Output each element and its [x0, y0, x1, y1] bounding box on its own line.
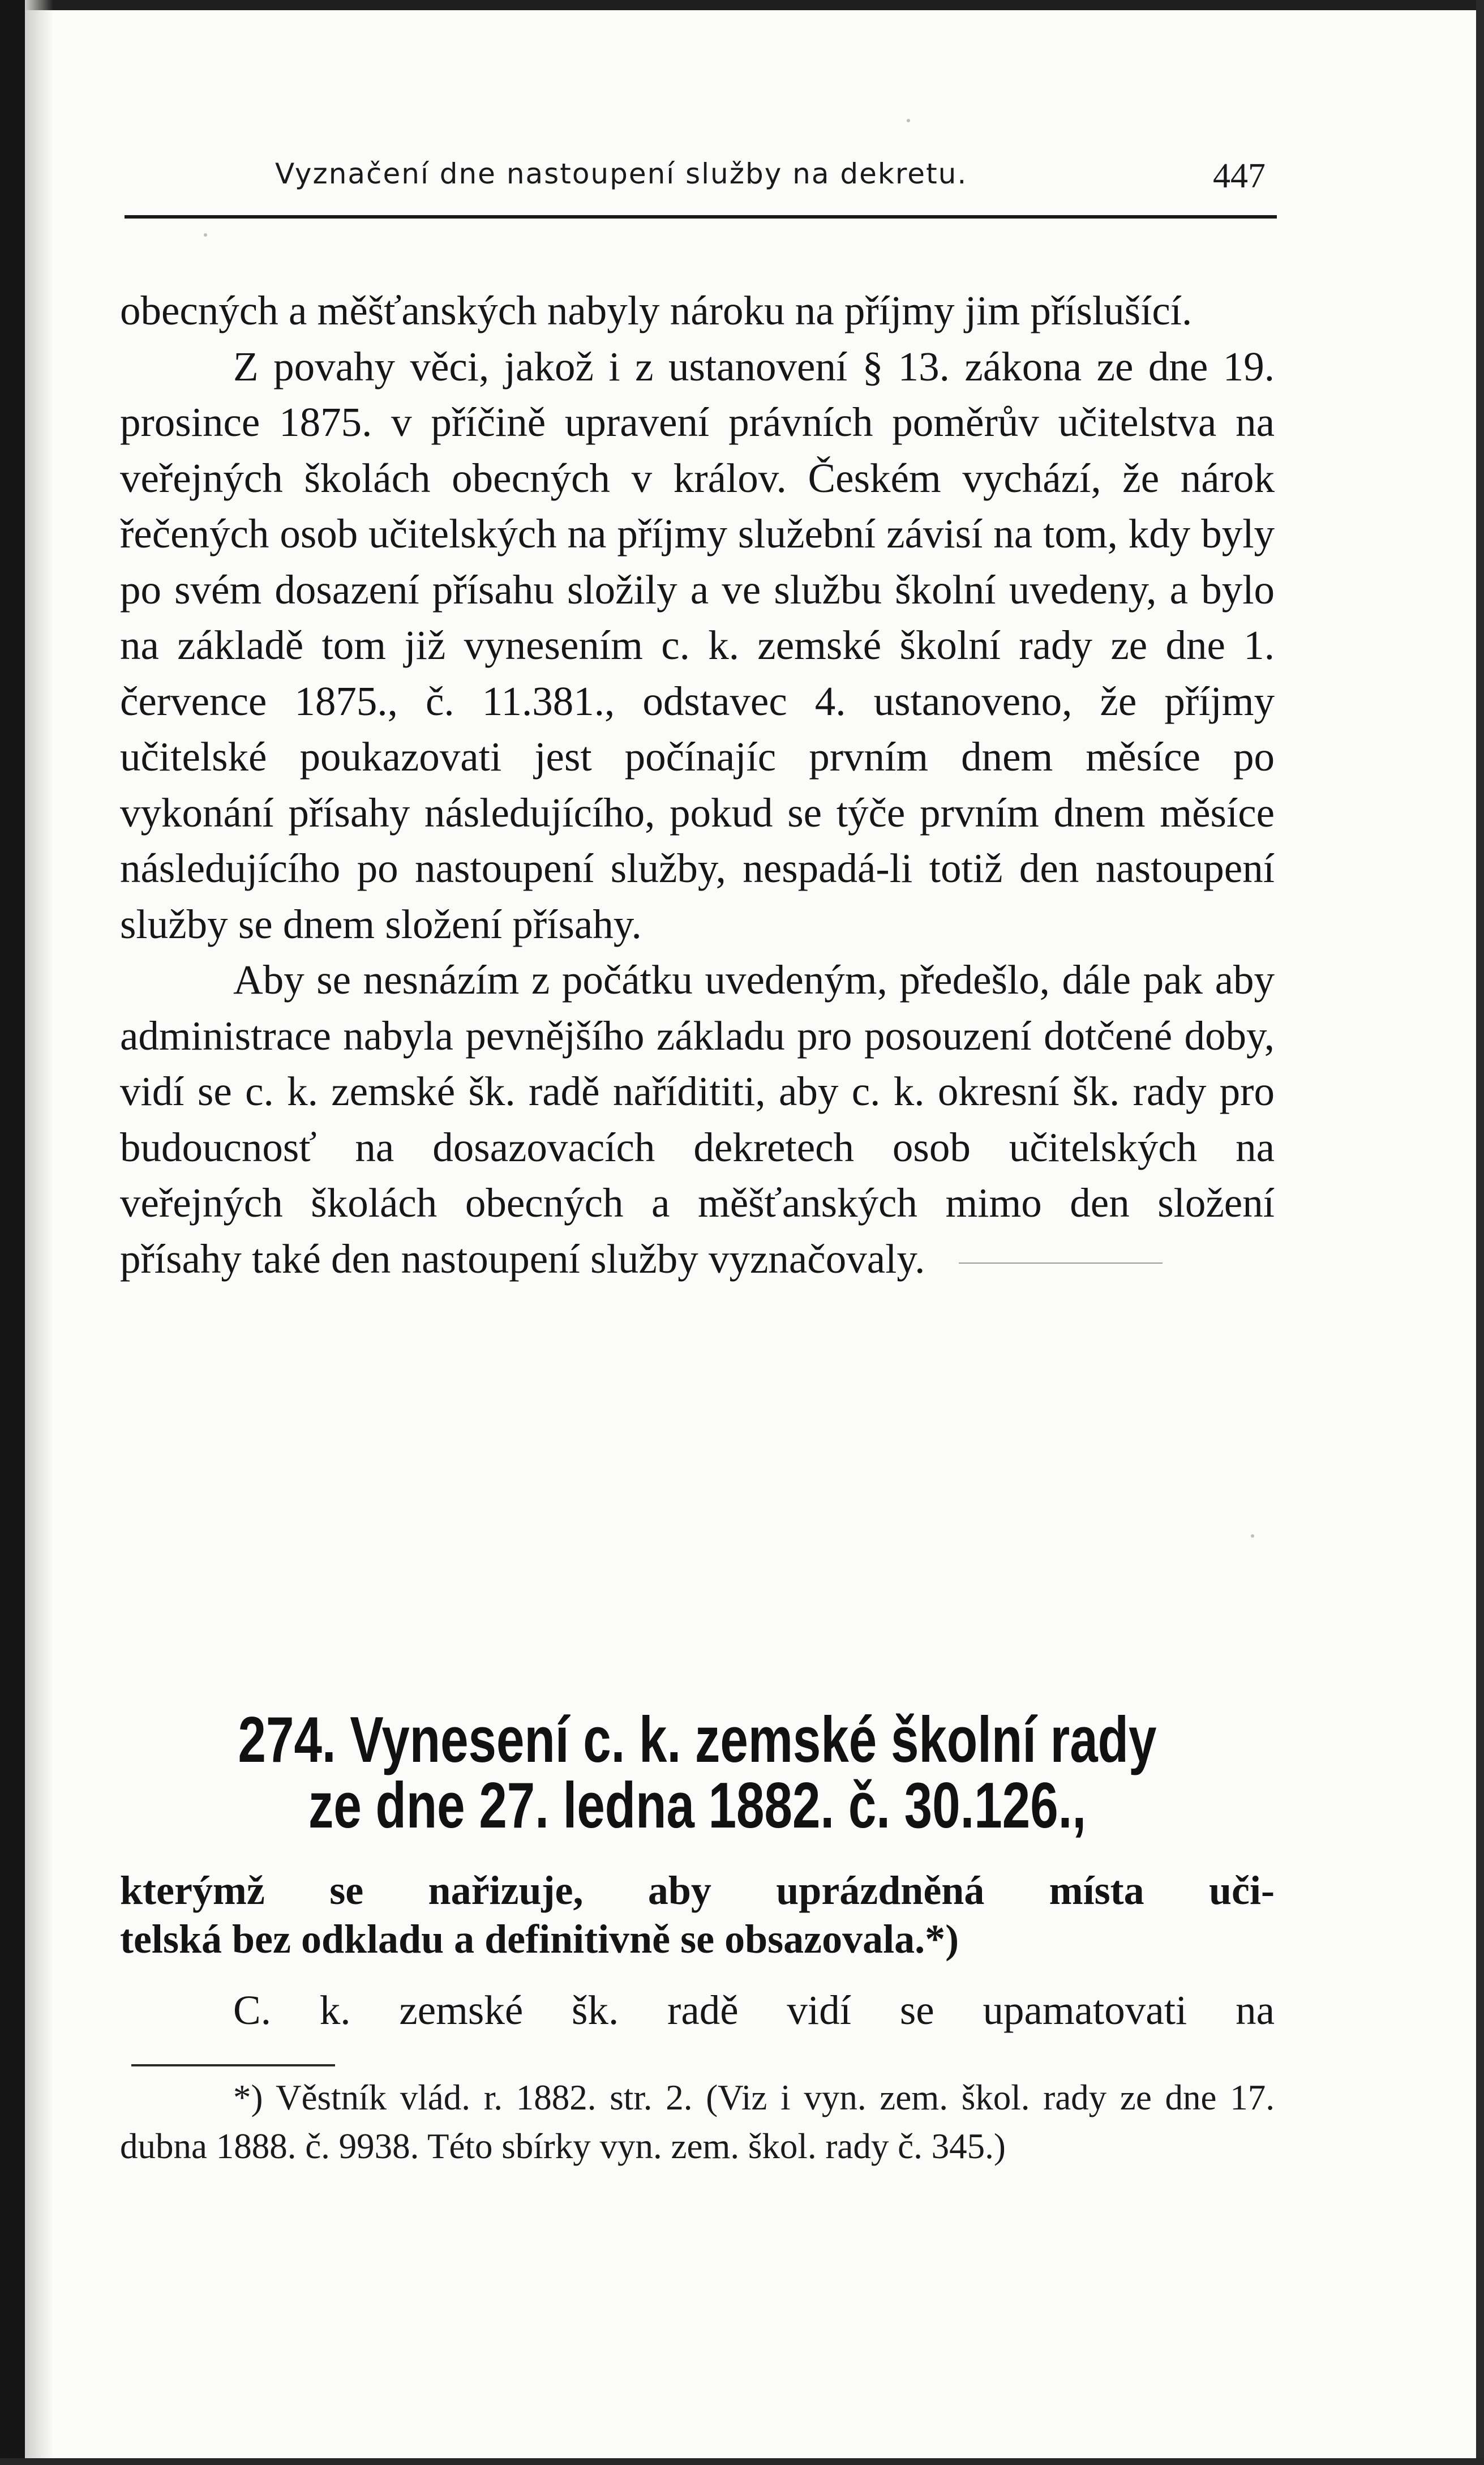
body-paragraph-3-text: Aby se nesnázím z počátku uvedeným, předešlo, dále pak aby administrace nabyla pevnějšího základu pro posouzení dotčené doby, vidí se c. k. zemské šk. radě nařídititi, aby c. k. okresní šk. rady pro budoucnosť na dosazovacích dekretech osob učitelských na veřejných školách obecných a měšťanských mimo den složení přísahy také den nastoupení služby vyznačovaly. [120, 957, 1275, 1282]
body-paragraph-1: obecných a měšťanských nabyly nároku na příjmy jim příslušící. [120, 288, 1193, 333]
footnote [120, 2073, 1275, 2171]
section-subheading-line-2: telská bez odkladu a definitivně se obsazovala.*) [120, 1916, 959, 1962]
body-text [120, 283, 1275, 1287]
paper-speck [907, 119, 910, 122]
section-heading [238, 1704, 1157, 1842]
book-binding-edge [0, 0, 25, 2465]
paper-speck [204, 233, 207, 237]
section-heading-line-1: 274. Vynesení c. k. zemské školní rady [238, 1704, 1157, 1776]
page-number: 447 [1213, 157, 1266, 195]
running-head [120, 157, 1275, 203]
body-paragraph-2: Z povahy věci, jakož i z ustanovení § 13. zákona ze dne 19. prosince 1875. v příčině upravení právních poměrův učitelstva na veřejných školách obecných v králov. Českém vychází, že nárok řečených osob učitelských na příjmy služební závisí na tom, kdy byly po svém dosazení přísahu složily a ve službu školní uvedeny, a bylo na základě tom již vynesením c. k. zemské školní rady ze dne 1. července 1875., č. 11.381., odstavec 4. ustanoveno, že příjmy učitelské poukazovati jest počínajíc prvním dnem měsíce po vykonání přísahy následujícího, pokud se týče prvním dnem měsíce následujícího po nastoupení služby, nespadá-li totiž den nastoupení služby se dnem složení přísahy. [120, 343, 1275, 947]
header-rule [125, 215, 1277, 219]
running-head-title: Vyznačení dne nastoupení služby na dekretu. [275, 157, 968, 190]
paper-speck [1251, 1534, 1254, 1538]
scan-bottom-edge [0, 2458, 1484, 2465]
gutter-shadow [25, 0, 53, 2465]
section-subheading-line-1: kterýmž se nařizuje, aby uprázdněná místa uči- [120, 1868, 1275, 1913]
body-paragraph-3 [120, 952, 1275, 1287]
section-heading-line-2: ze dne 27. ledna 1882. č. 30.126., [308, 1770, 1087, 1842]
footnote-text: *) Věstník vlád. r. 1882. str. 2. (Viz i vyn. zem. škol. rady ze dne 17. dubna 1888. č. 9938. Této sbírky vyn. zem. škol. rady č. 345.) [120, 2078, 1275, 2166]
scan-top-edge [0, 0, 1484, 10]
section-subheading [120, 1866, 1275, 1963]
paragraph-end-rule [959, 1263, 1163, 1264]
section-opening-text: C. k. zemské šk. radě vidí se upamatovati na [233, 1987, 1275, 2033]
scan-right-edge [1476, 0, 1484, 2465]
footnote-rule [131, 2064, 335, 2066]
